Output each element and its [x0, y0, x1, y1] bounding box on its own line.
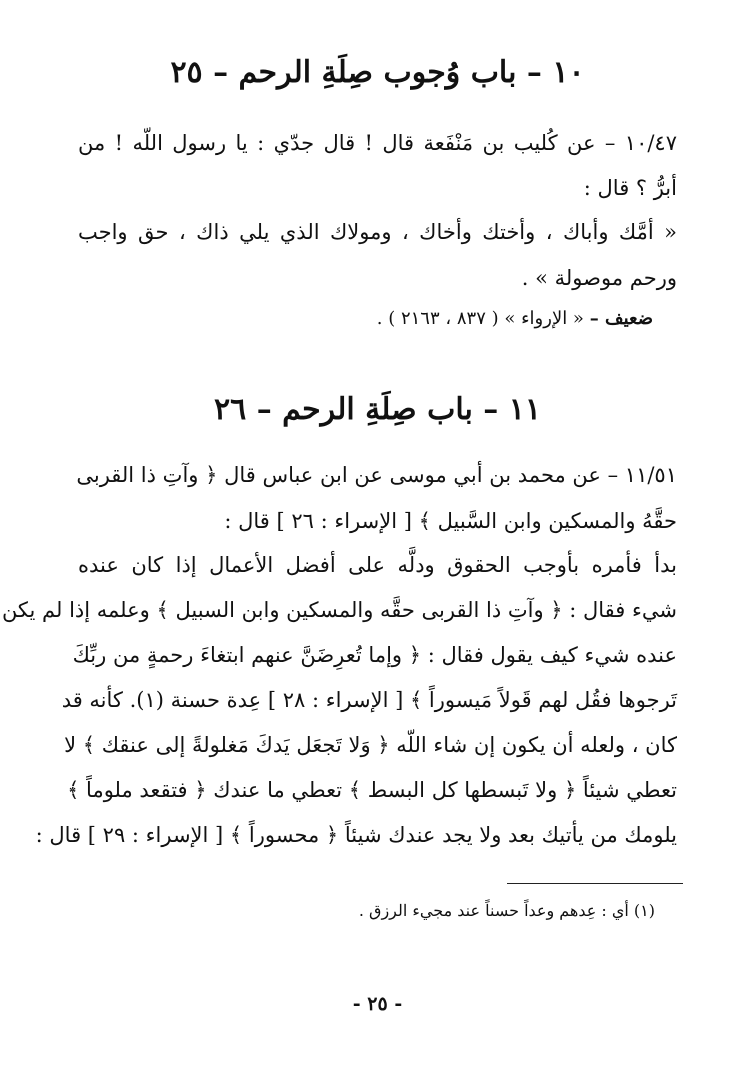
hadith-51-line-5: عنده شيء كيف يقول فقال : ﴿ وإما تُعرِضَنَّ عنهم ابتغاءَ رحمةٍ من ربِّكَ	[72, 643, 677, 667]
hadith-51-line-2: حقَّهُ والمسكين وابن السَّبيل ﴾ [ الإسراء : ٢٦ ] قال :	[224, 509, 677, 533]
hadith-51-line-1: ١١/٥١ – عن محمد بن أبي موسى عن ابن عباس قال ﴿ وآتِ ذا القربى	[76, 463, 677, 487]
hadith-51-line-7: كان ، ولعله أن يكون إن شاء اللّه ﴿ وَلا تَجعَل يَدكَ مَغلولةً إلى عنقك ﴾ لا	[64, 733, 677, 757]
hadith-47-line-3: « أمَّك وأباك ، وأختك وأخاك ، ومولاك الذي يلي ذاك ، حق واجب	[78, 220, 677, 244]
footnote-divider	[507, 883, 683, 884]
grade-label: ضعيف –	[589, 308, 653, 329]
hadith-51-line-6: تَرجوها فقُل لهم قَولاً مَيسوراً ﴾ [ الإسراء : ٢٨ ] عِدة حسنة (١). كأنه قد	[61, 688, 677, 712]
page-number: - ٢٥ -	[352, 993, 403, 1015]
hadith-51-line-8: تعطي شيئاً ﴿ ولا تَبسطها كل البسط ﴾ تعطي ما عندك ﴿ فتقعد ملوماً ﴾	[67, 778, 677, 802]
section-heading-10: ١٠ – باب وُجوب صِلَةِ الرحم – ٢٥	[170, 55, 585, 90]
hadith-47-line-4: ورحم موصولة » .	[521, 266, 677, 290]
hadith-47-grading	[78, 308, 653, 329]
hadith-51-line-3: بدأ فأمره بأوجب الحقوق ودلَّه على أفضل الأعمال إذا كان عنده	[78, 553, 677, 577]
hadith-51-line-9: يلومك من يأتيك بعد ولا يجد عندك شيئاً ﴿ محسوراً ﴾ [ الإسراء : ٢٩ ] قال :	[35, 823, 677, 847]
hadith-47-line-2: أبرُّ ؟ قال :	[583, 176, 677, 200]
grade-reference: « الإرواء » ( ٨٣٧ ، ٢١٦٣ ) .	[376, 308, 584, 329]
footnote: (١) أي : عِدهم وعداً حسناً عند مجيء الرزق .	[358, 901, 655, 920]
hadith-51-line-4: شيء فقال : ﴿ وآتِ ذا القربى حقَّه والمسكين وابن السبيل ﴾ وعلمه إذا لم يكن	[1, 598, 677, 622]
section-heading-11: ١١ – باب صِلَةِ الرحم – ٢٦	[214, 392, 541, 427]
hadith-47-line-1: ١٠/٤٧ – عن كُليب بن مَنْفَعة قال ! قال جدّي : يا رسول اللّه ! من	[78, 131, 677, 155]
